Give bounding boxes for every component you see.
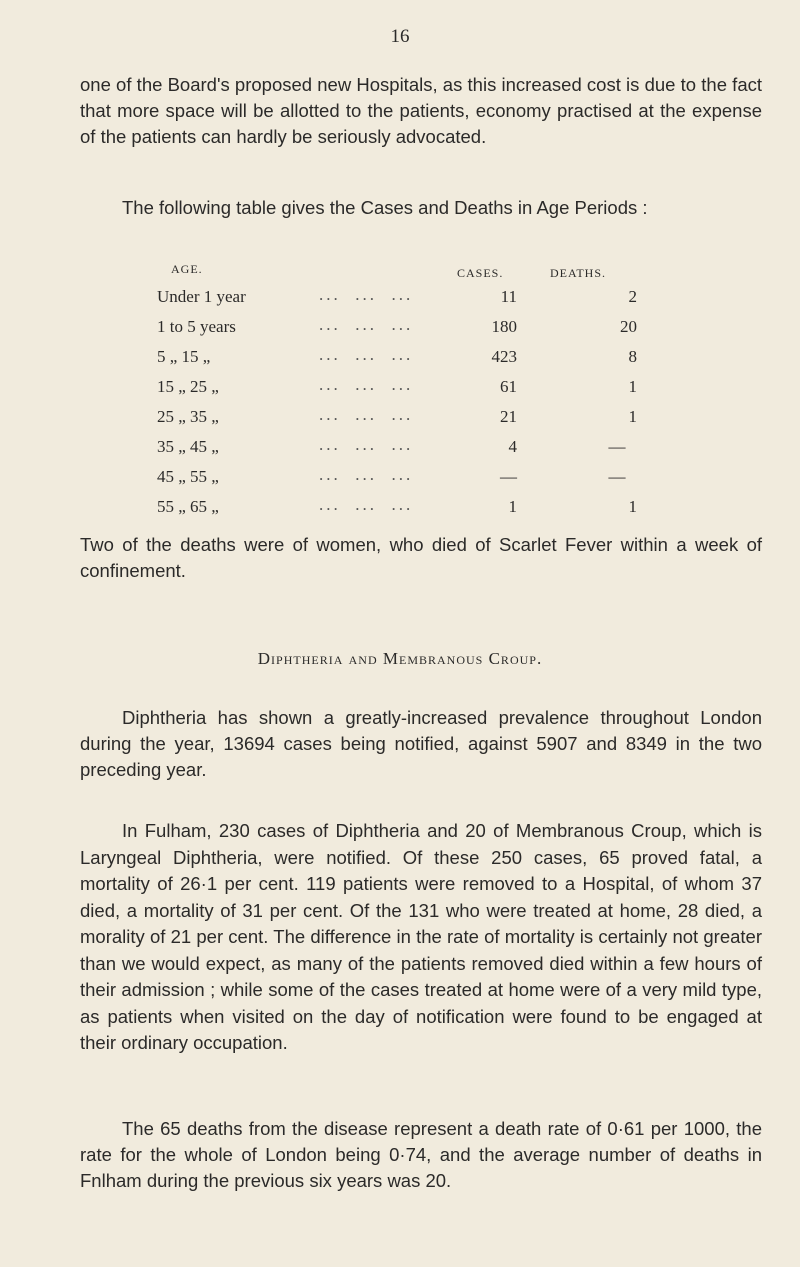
- table-intro: The following table gives the Cases and Deaths in Age Periods :: [122, 197, 648, 218]
- row-deaths: 8: [628, 347, 637, 366]
- row-deaths: 20: [620, 317, 637, 336]
- leader-dots: ... ... ...: [319, 315, 414, 334]
- section-heading: Diphtheria and Membranous Croup.: [257, 649, 543, 668]
- header-age: AGE.: [171, 262, 203, 276]
- paragraph-fulham-cases: In Fulham, 230 cases of Diphtheria and 20 of Membranous Croup, which is Laryngeal Diphtheria, were notified. Of these 250 cases, 65 proved fatal, a mortality of 26·1 per cent. 119 patients were removed to a Hospital, of whom 37 died, a mortality of 31 per cent. Of the 131 who were treated at home, 28 died, a morality of 21 per cent. The difference in the rate of mortality is certainly not greater than we would expect, as many of the patients removed died within a few hours of their admission ; while some of the cases treated at home were of a very mild type, as patients when visited on the day of notification were found to be engaged at their ordinary occupation.: [80, 820, 762, 1053]
- row-cases: 61: [500, 377, 517, 396]
- row-age: 35 „ 45 „: [157, 437, 219, 456]
- age-periods-table: [157, 252, 677, 518]
- intro-paragraph: one of the Board's proposed new Hospitals, as this increased cost is due to the fact that more space will be allotted to the patients, economy practised at the expense of the patients can hardly be seriously advocated.: [80, 74, 762, 147]
- leader-dots: ... ... ...: [319, 285, 414, 304]
- row-age: 25 „ 35 „: [157, 407, 219, 426]
- row-age: 15 „ 25 „: [157, 377, 219, 396]
- row-cases: 180: [491, 317, 517, 336]
- table-row: [157, 278, 677, 308]
- row-deaths: —: [608, 467, 626, 486]
- row-age: 55 „ 65 „: [157, 497, 219, 516]
- leader-dots: ... ... ...: [319, 435, 414, 454]
- row-cases: 1: [508, 497, 517, 516]
- table-row: [157, 458, 677, 488]
- paragraph-death-rate: The 65 deaths from the disease represent a death rate of 0·61 per 1000, the rate for the whole of London being 0·74, and the average number of deaths in Fnlham during the previous six years was 20.: [80, 1118, 762, 1191]
- row-cases: 21: [500, 407, 517, 426]
- row-age: 1 to 5 years: [157, 317, 236, 336]
- row-deaths: —: [608, 437, 626, 456]
- header-cases: CASES.: [457, 266, 504, 280]
- row-cases: 11: [500, 287, 517, 306]
- header-deaths: DEATHS.: [550, 266, 607, 280]
- page-number: 16: [390, 26, 410, 47]
- leader-dots: ... ... ...: [319, 375, 414, 394]
- scarlet-fever-note: Two of the deaths were of women, who died of Scarlet Fever within a week of confinement.: [80, 534, 762, 581]
- row-cases: —: [500, 467, 517, 486]
- row-cases: 4: [508, 437, 517, 456]
- table-row: [157, 308, 677, 338]
- leader-dots: ... ... ...: [319, 465, 414, 484]
- leader-dots: ... ... ...: [319, 405, 414, 424]
- leader-dots: ... ... ...: [319, 345, 414, 364]
- row-deaths: 1: [628, 377, 637, 396]
- table-row: [157, 338, 677, 368]
- table-row: [157, 398, 677, 428]
- row-age: 5 „ 15 „: [157, 347, 211, 366]
- row-age: 45 „ 55 „: [157, 467, 219, 486]
- row-deaths: 2: [628, 287, 637, 306]
- table-row: [157, 488, 677, 518]
- paragraph-prevalence: Diphtheria has shown a greatly-increased prevalence throughout London during the year, 13694 cases being notified, against 5907 and 8349 in the two preceding year.: [80, 707, 762, 780]
- table-row: [157, 428, 677, 458]
- row-cases: 423: [491, 347, 517, 366]
- row-deaths: 1: [628, 407, 637, 426]
- row-age: Under 1 year: [157, 287, 246, 306]
- table-header: [157, 252, 677, 278]
- leader-dots: ... ... ...: [319, 495, 414, 514]
- row-deaths: 1: [628, 497, 637, 516]
- table-row: [157, 368, 677, 398]
